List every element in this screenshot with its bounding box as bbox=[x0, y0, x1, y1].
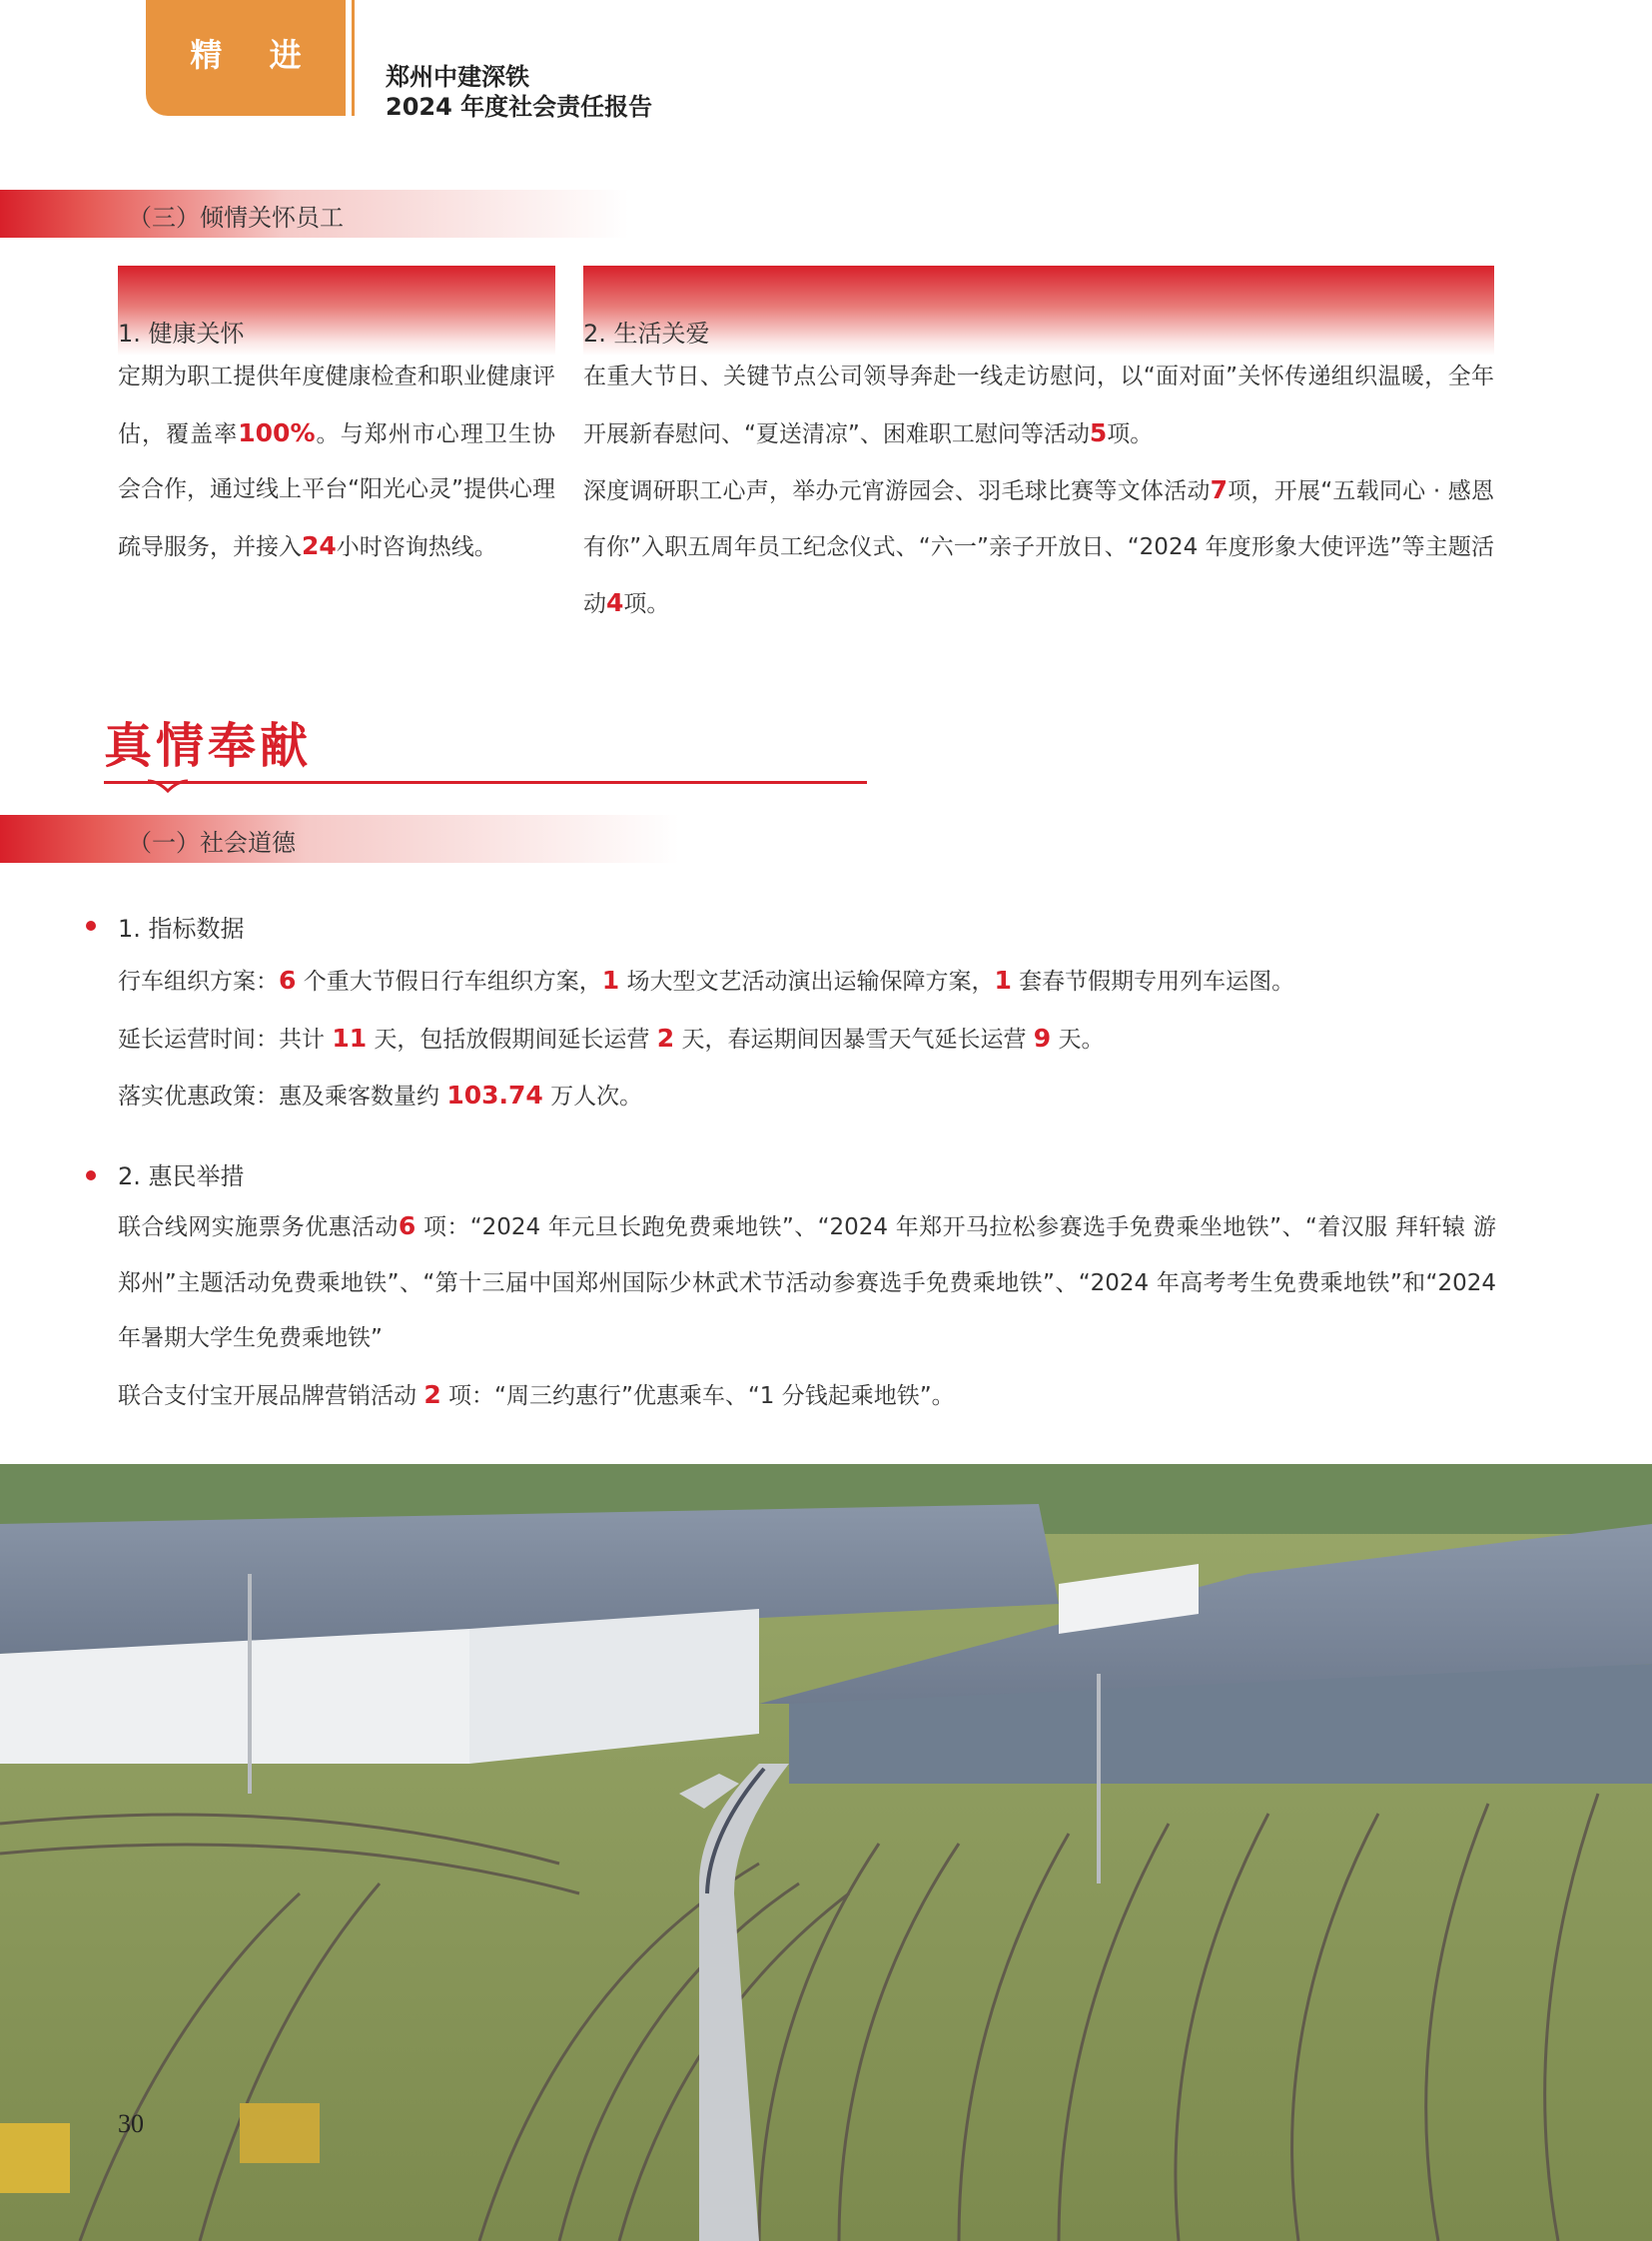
report-brand bbox=[386, 62, 652, 122]
text-run: 项，开展“五载同心 · 感恩有你”入职五周年员工纪念仪式、“六一”亲子开放日、“2024 年度形象大使评选”等主题活动 bbox=[583, 478, 1494, 617]
text-run: 项：“周三约惠行”优惠乘车、“1 分钱起乘地铁”。 bbox=[448, 1382, 955, 1409]
text-run: 天。 bbox=[1058, 1026, 1105, 1053]
highlight-value: 103.74 bbox=[446, 1081, 543, 1110]
page-number: 30 bbox=[118, 2109, 144, 2138]
text-run: 万人次。 bbox=[550, 1084, 643, 1110]
section-bar-ethics bbox=[0, 815, 679, 863]
text-run: 项：“2024 年元旦长跑免费乘地铁”、“2024 年郑开马拉松参赛选手免费乘坐地铁”、“着汉服 拜轩辕 游郑州”主题活动免费乘地铁”、“第十三届中国郑州国际少林武术节活动参赛选手免费乘地铁”、“2024 年高考考生免费乘地铁”和“2024 年暑期大学生免费乘地铁” bbox=[118, 1214, 1497, 1351]
text-run: 行车组织方案： bbox=[118, 969, 279, 995]
depot-aerial-photo bbox=[0, 1464, 1652, 2241]
brand-company: 郑州中建深铁 bbox=[386, 63, 529, 91]
header-divider bbox=[352, 0, 355, 116]
depot-illustration bbox=[0, 1464, 1652, 2241]
underline-notch-icon bbox=[148, 779, 188, 793]
highlight-value: 9 bbox=[1033, 1023, 1052, 1053]
card-life-title: 2. 生活关爱 bbox=[583, 320, 710, 348]
chapter-tab-label: 精 进 bbox=[190, 36, 320, 74]
section-bar-care bbox=[0, 190, 629, 238]
measures-title: 2. 惠民举措 bbox=[118, 1162, 245, 1190]
text-run: 套春节假期专用列车运图。 bbox=[1019, 969, 1295, 995]
card-life bbox=[583, 266, 1494, 633]
indicator-extended-hours bbox=[118, 1011, 1496, 1069]
section-bar-ethics-title: （一）社会道德 bbox=[128, 829, 296, 857]
text-run: 在重大节日、关键节点公司领导奔赴一线走访慰问，以“面对面”关怀传递组织温暖，全年开展新春慰问、“夏送清凉”、困难职工慰问等活动 bbox=[583, 364, 1494, 447]
highlight-value: 2 bbox=[656, 1023, 675, 1053]
indicator-discounts bbox=[118, 1068, 1496, 1125]
text-run: 场大型文艺活动演出运输保障方案， bbox=[626, 969, 995, 995]
highlight-value: 6 bbox=[279, 966, 297, 995]
measures-text bbox=[118, 1198, 1496, 1424]
card-health-text bbox=[118, 350, 555, 575]
text-run: 。与郑州市心理卫生协会合作，通过线上平台“阳光心灵”提供心理疏导服务，并接入 bbox=[118, 420, 556, 560]
bullet-dot-icon bbox=[86, 1170, 96, 1180]
chapter-tab bbox=[146, 0, 346, 116]
card-life-header bbox=[583, 266, 1494, 356]
section-bar-care-title: （三）倾情关怀员工 bbox=[128, 204, 344, 232]
text-run: 项。 bbox=[1107, 420, 1154, 447]
highlight-value: 7 bbox=[1210, 475, 1228, 504]
measures-ticket-discounts bbox=[118, 1198, 1496, 1367]
measures-alipay-campaigns bbox=[118, 1367, 1496, 1425]
highlight-value: 4 bbox=[606, 588, 624, 617]
heading-underline bbox=[104, 781, 867, 784]
indicators-title: 1. 指标数据 bbox=[118, 915, 245, 943]
text-run: 项。 bbox=[623, 591, 670, 617]
brand-report-title: 2024 年度社会责任报告 bbox=[386, 93, 653, 121]
indicators-list bbox=[118, 953, 1496, 1125]
text-run: 联合线网实施票务优惠活动 bbox=[118, 1214, 399, 1240]
section-heading-dedication: 真情奉献 bbox=[104, 718, 313, 774]
highlight-value: 100% bbox=[238, 417, 316, 447]
text-run: 延长运营时间：共计 bbox=[118, 1026, 325, 1053]
card-life-text-2 bbox=[583, 462, 1494, 633]
bullet-dot-icon bbox=[86, 921, 96, 931]
highlight-value: 1 bbox=[601, 966, 620, 995]
highlight-value: 5 bbox=[1089, 417, 1108, 447]
indicator-train-plans bbox=[118, 953, 1496, 1011]
card-life-text-1 bbox=[583, 350, 1494, 462]
highlight-value: 6 bbox=[398, 1211, 416, 1240]
highlight-value: 1 bbox=[994, 966, 1012, 995]
card-health-title: 1. 健康关怀 bbox=[118, 320, 245, 348]
card-health bbox=[118, 266, 555, 575]
text-run: 落实优惠政策：惠及乘客数量约 bbox=[118, 1084, 439, 1110]
text-run: 小时咨询热线。 bbox=[336, 533, 497, 560]
text-run: 天，包括放假期间延长运营 bbox=[374, 1026, 650, 1053]
text-run: 联合支付宝开展品牌营销活动 bbox=[118, 1382, 416, 1409]
highlight-value: 24 bbox=[302, 530, 337, 560]
text-run: 个重大节假日行车组织方案， bbox=[303, 969, 602, 995]
text-run: 天，春运期间因暴雪天气延长运营 bbox=[681, 1026, 1027, 1053]
text-run: 深度调研职工心声，举办元宵游园会、羽毛球比赛等文体活动 bbox=[583, 478, 1211, 504]
text-run: 定期为职工提供年度健康检查和职业健康评估，覆盖率 bbox=[118, 364, 555, 447]
highlight-value: 2 bbox=[423, 1379, 441, 1409]
highlight-value: 11 bbox=[332, 1023, 368, 1053]
